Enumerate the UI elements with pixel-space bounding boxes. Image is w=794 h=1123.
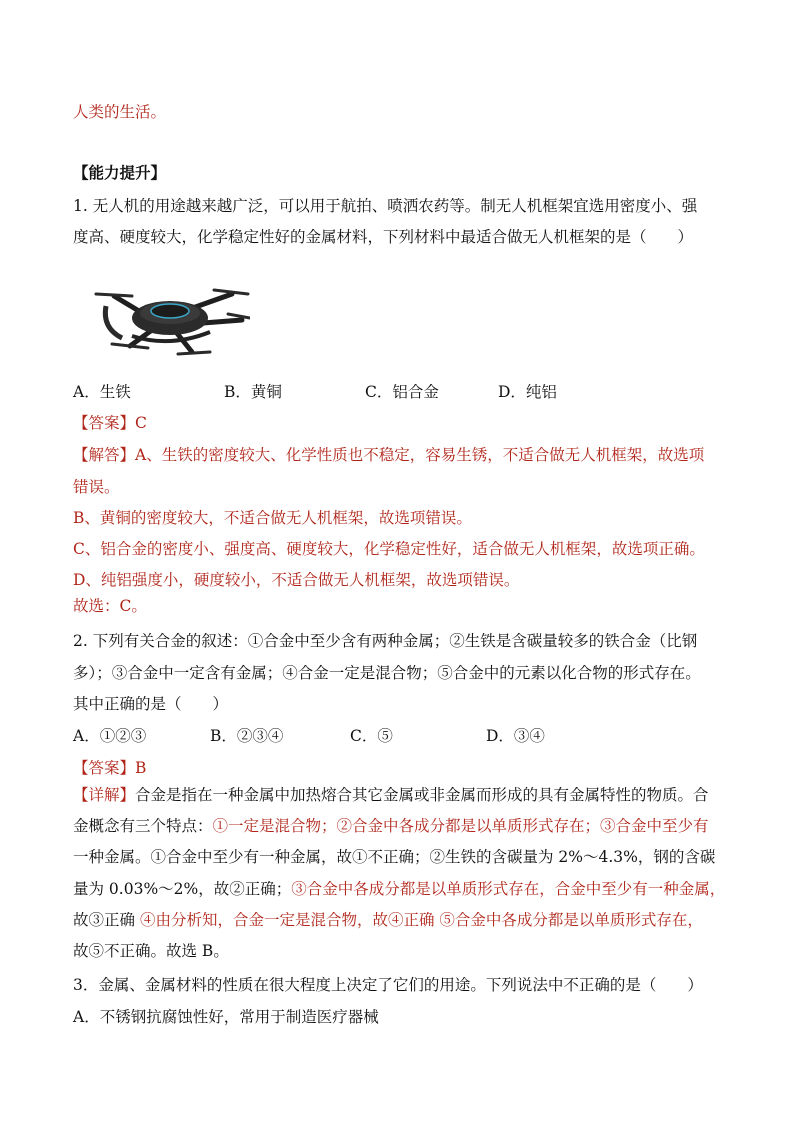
q1-answer xyxy=(73,412,147,434)
answer-value: C xyxy=(135,414,147,432)
detail-text: 量为 0.03%～2%，故②正确； xyxy=(73,880,292,898)
detail-text: 合金是指在一种金属中加热熔合其它金属或非金属而形成的具有金属特性的物质。合 xyxy=(135,786,709,804)
q2-option-d: D．③④ xyxy=(486,727,545,745)
q1-option-d: D．纯铝 xyxy=(498,383,557,401)
q2-option-b: B．②③④ xyxy=(210,727,284,745)
detail-tag: 【详解】 xyxy=(73,786,136,804)
q1-explain-d: D、纯铝强度小，硬度较小，不适合做无人机框架，故选项错误。 xyxy=(73,571,520,589)
q3-line-1: 3．金属、金属材料的性质在很大程度上决定了它们的用途。下列说法中不正确的是（ ） xyxy=(73,976,703,994)
q1-line-2: 度高、硬度较大，化学稳定性好的金属材料，下列材料中最适合做无人机框架的是（ ） xyxy=(73,228,694,246)
q2-line-2: 多）；③合金中一定含有金属；④合金一定是混合物；⑤合金中的元素以化合物的形式存在。 xyxy=(73,664,701,682)
q2-detail-5 xyxy=(73,909,703,931)
detail-text-red: ①一定是混合物；②合金中各成分都是以单质形式存在；③合金中至少有 xyxy=(212,817,709,835)
q1-explain-a-1 xyxy=(73,444,704,466)
q3-option-a: A．不锈钢抗腐蚀性好，常用于制造医疗器械 xyxy=(73,1008,379,1026)
detail-text-red: ③合金中各成分都是以单质形式存在，合金中至少有一种金属， xyxy=(291,880,726,898)
answer-tag: 【答案】 xyxy=(73,759,136,777)
detail-text-red: ④由分析知，合金一定是混合物，故④正确 ⑤合金中各成分都是以单质形式存在， xyxy=(139,911,703,929)
q1-option-b: B．黄铜 xyxy=(224,383,282,401)
detail-text: 金概念有三个特点： xyxy=(73,817,213,835)
q1-line-1: 1. 无人机的用途越来越广泛，可以用于航拍、喷洒农药等。制无人机框架宜选用密度小、强 xyxy=(73,197,698,215)
q1-option-c: C．铝合金 xyxy=(365,383,439,401)
explain-a-text: A、生铁的密度较大、化学性质也不稳定，容易生锈，不适合做无人机框架，故选项 xyxy=(135,446,705,464)
q2-line-1: 2. 下列有关合金的叙述：①合金中至少含有两种金属；②生铁是含碳量较多的铁合金（比钢 xyxy=(73,632,698,650)
section-heading: 【能力提升】 xyxy=(73,163,167,182)
detail-text: 故③正确 xyxy=(73,911,140,929)
q2-detail-1 xyxy=(73,784,709,806)
answer-tag: 【答案】 xyxy=(73,414,136,432)
answer-value: B xyxy=(135,759,147,777)
q2-option-c: C．⑤ xyxy=(350,727,393,745)
explain-tag: 【解答】 xyxy=(73,446,136,464)
q1-option-a: A．生铁 xyxy=(73,383,131,401)
q2-detail-3: 一种金属。①合金中至少有一种金属，故①不正确；②生铁的含碳量为 2%～4.3%，钢的含碳 xyxy=(73,848,716,866)
q1-conclusion: 故选：C。 xyxy=(73,597,147,615)
q2-detail-6: 故⑤不正确。故选 B。 xyxy=(73,942,229,960)
q2-answer xyxy=(73,757,146,779)
q1-explain-b: B、黄铜的密度较大，不适合做无人机框架，故选项错误。 xyxy=(73,509,472,527)
q2-option-a: A．①②③ xyxy=(73,727,147,745)
q2-line-3: 其中正确的是（ ） xyxy=(73,695,229,713)
drone-image xyxy=(92,266,250,360)
q2-detail-2 xyxy=(73,815,709,837)
q1-explain-c: C、铝合金的密度小、强度高、硬度较大，化学稳定性好，适合做无人机框架，故选项正确。 xyxy=(73,540,705,558)
intro-text: 人类的生活。 xyxy=(73,103,167,121)
q2-detail-4 xyxy=(73,878,725,900)
q1-explain-a-2: 错误。 xyxy=(73,478,120,496)
